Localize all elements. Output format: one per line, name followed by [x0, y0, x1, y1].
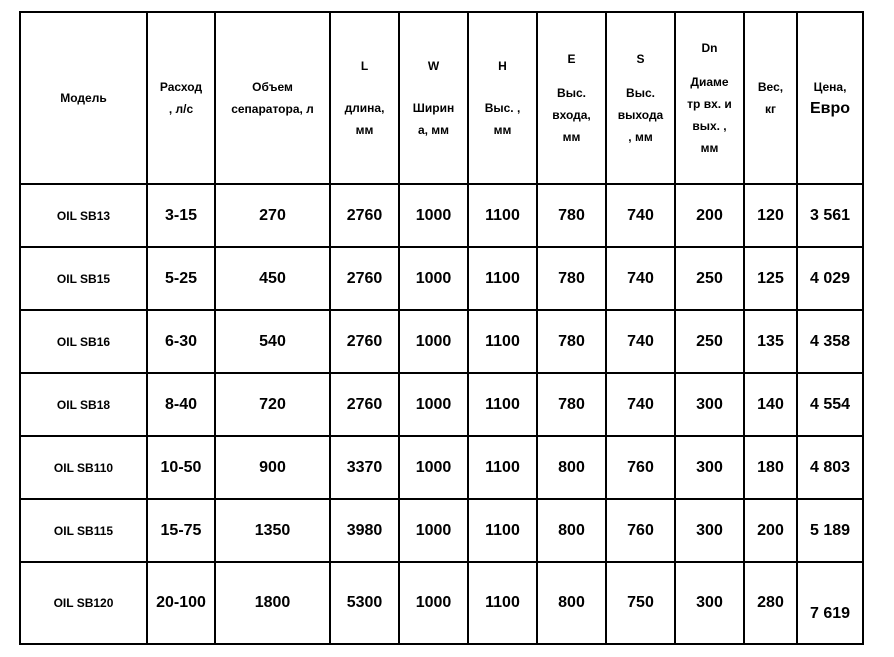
header-row [20, 12, 863, 184]
header-volume: Объем сепаратора, л [215, 12, 330, 184]
table-row: OIL SB18 8-40 720 2760 1000 1100 780 740 300 140 4 554 [20, 373, 863, 436]
header-length: L длина, мм [330, 12, 399, 184]
header-diameter: Dn Диаме тр вх. и вых. , мм [675, 12, 744, 184]
table-row: OIL SB13 3-15 270 2760 1000 1100 780 740 200 120 3 561 [20, 184, 863, 247]
header-weight: Вес, кг [744, 12, 797, 184]
header-model: Модель [20, 12, 147, 184]
header-height: H Выс. , мм [468, 12, 537, 184]
header-outlet-height: S Выс. выхода , мм [606, 12, 675, 184]
header-width: W Ширин а, мм [399, 12, 468, 184]
price-table-wrapper [19, 11, 864, 645]
table-row: OIL SB110 10-50 900 3370 1000 1100 800 760 300 180 4 803 [20, 436, 863, 499]
header-flow: Расход , л/с [147, 12, 215, 184]
header-price: Цена, Евро [797, 12, 863, 184]
header-inlet-height: E Выс. входа, мм [537, 12, 606, 184]
price-table [19, 11, 864, 645]
table-row: OIL SB115 15-75 1350 3980 1000 1100 800 760 300 200 5 189 [20, 499, 863, 562]
table-row: OIL SB16 6-30 540 2760 1000 1100 780 740 250 135 4 358 [20, 310, 863, 373]
table-row: OIL SB120 20-100 1800 5300 1000 1100 800 750 300 280 7 619 [20, 562, 863, 644]
table-row: OIL SB15 5-25 450 2760 1000 1100 780 740 250 125 4 029 [20, 247, 863, 310]
